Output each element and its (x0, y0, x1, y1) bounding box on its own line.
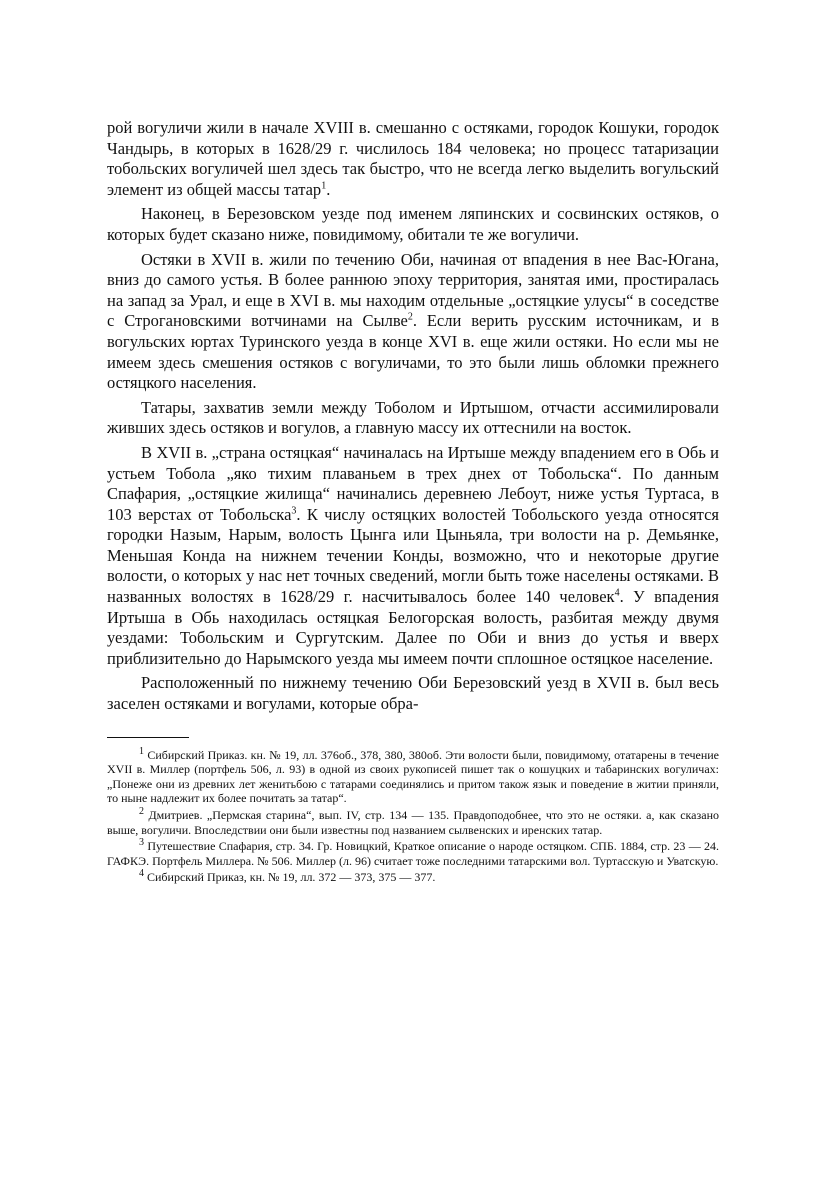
footnote-3: $^3$ Путешествие Спафария, стр. 34. Гр. Новицкий, Краткое описание о народе остяцком. СПБ. 1884, стр. 23 — 24. ГАФКЭ. Портфель Миллера. № 506. Миллер (л. 96) считает тоже последними татарскими вол. Туртасскую и Уватскую. (107, 837, 720, 868)
paragraph-berezov-uezd: Расположенный по нижнему течению Оби Березовский уезд в XVII в. был весь заселен остяками и вогулами, которые обра- (107, 673, 719, 714)
paragraph-berezov: Наконец, в Березовском уезде под именем ляпинских и сосвинских остяков, о которых будет сказано ниже, повидимому, обитали те же вогуличи. (107, 204, 719, 244)
footnote-mark: 1 (139, 745, 144, 757)
footnote-divider (107, 737, 189, 738)
footnote-mark: 3 (139, 837, 144, 849)
footnote-1: $^1$ Сибирский Приказ. кн. № 19, лл. 376об., 378, 380, 380об. Эти волости были, повидимому, отатарены в течение XVII в. Миллер (портфель 506, л. 93) в одной из своих рукописей пишет так о кошуцких и табаринских вогуличах: „Понеже они из древних лет женитьбою с татарами соединялись и притом також язык и поведение в житии приняли, то ныне надлежит их более почитать за татар“. (107, 745, 720, 806)
footnote-ref-4[interactable]: 4 (614, 587, 620, 599)
page-body (107, 118, 719, 885)
footnote-mark: 2 (139, 806, 144, 817)
footnote-2: $^2$ Дмитриев. „Пермская старина“, вып. IV, стр. 134 — 135. Правдоподобнее, что это не остяки. а, как сказано выше, вогуличи. Впоследствии они были известны под названием сылвенских и иренских татар. (107, 806, 719, 837)
footnote-mark: 4 (139, 868, 144, 880)
paragraph-strana-ostyatskaya: В XVII в. „страна остяцкая“ начиналась на Иртыше между впадением его в Обь и устьем Тобола „яко тихим плаваньем в трех днех от Тобольска“. По данным Спафария, „остяцкие жилища“ начинались деревнею Лебоут, ниже устья Туртаса, в 103 верстах от Тобольска$^3$. К числу остяцких волостей Тобольского уезда относятся городки Назым, Нарым, волость Цынга или Цыньяла, три волости на р. Демьянке, Меньшая Конда на нижнем течении Конды, возможно, что и некоторые другие волости, о которых у нас нет точных сведений, могли быть тоже населены остяками. В названных волостях в 1628/29 г. насчитывалось более 140 человек$^4$. У впадения Иртыша в Обь находилась остяцкая Белогорская волость, разбитая между двумя уездами: Тобольским и Сургутским. Далее по Оби и вниз до устья и вверх приблизительно до Нарымского уезда мы имеем почти сплошное остяцкое население. (107, 442, 720, 668)
paragraph-ostyaks-xvii: Остяки в XVII в. жили по течению Оби, начиная от впадения в нее Вас-Югана, вниз до самого устья. В более раннюю эпоху территория, занятая ими, простиралась на запад за Урал, и еще в XVI в. мы находим отдельные „остяцкие улусы“ в соседстве с Строгановскими вотчинами на Сылве$^2$. Если верить русским источникам, и в вогульских юртах Туринского уезда в конце XVI в. еще жили остяки. Но если мы не имеем здесь смешения остяков с вогуличами, то это были лишь обломки прежнего остяцкого населения. (107, 249, 719, 393)
paragraph-tatars: Татары, захватив земли между Тоболом и Иртышом, отчасти ассимилировали живших здесь остяков и вогулов, а главную массу их оттеснили на восток. (107, 397, 719, 438)
paragraph-continuation: рой вогуличи жили в начале XVIII в. смешанно с остяками, городок Кошуки, городок Чандырь, в которых в 1628/29 г. числилось 184 человека; но процесс татаризации тобольских вогуличей шел здесь так быстро, что не всегда легко выделить вогульский элемент из общей массы татар$^1$. (107, 118, 719, 199)
footnote-ref-3[interactable]: 3 (291, 505, 297, 517)
footnote-ref-1[interactable]: 1 (321, 180, 327, 192)
footnote-ref-2[interactable]: 2 (407, 311, 413, 323)
footnote-4: $^4$ Сибирский Приказ, кн. № 19, лл. 372 — 373, 375 — 377. (139, 868, 436, 885)
